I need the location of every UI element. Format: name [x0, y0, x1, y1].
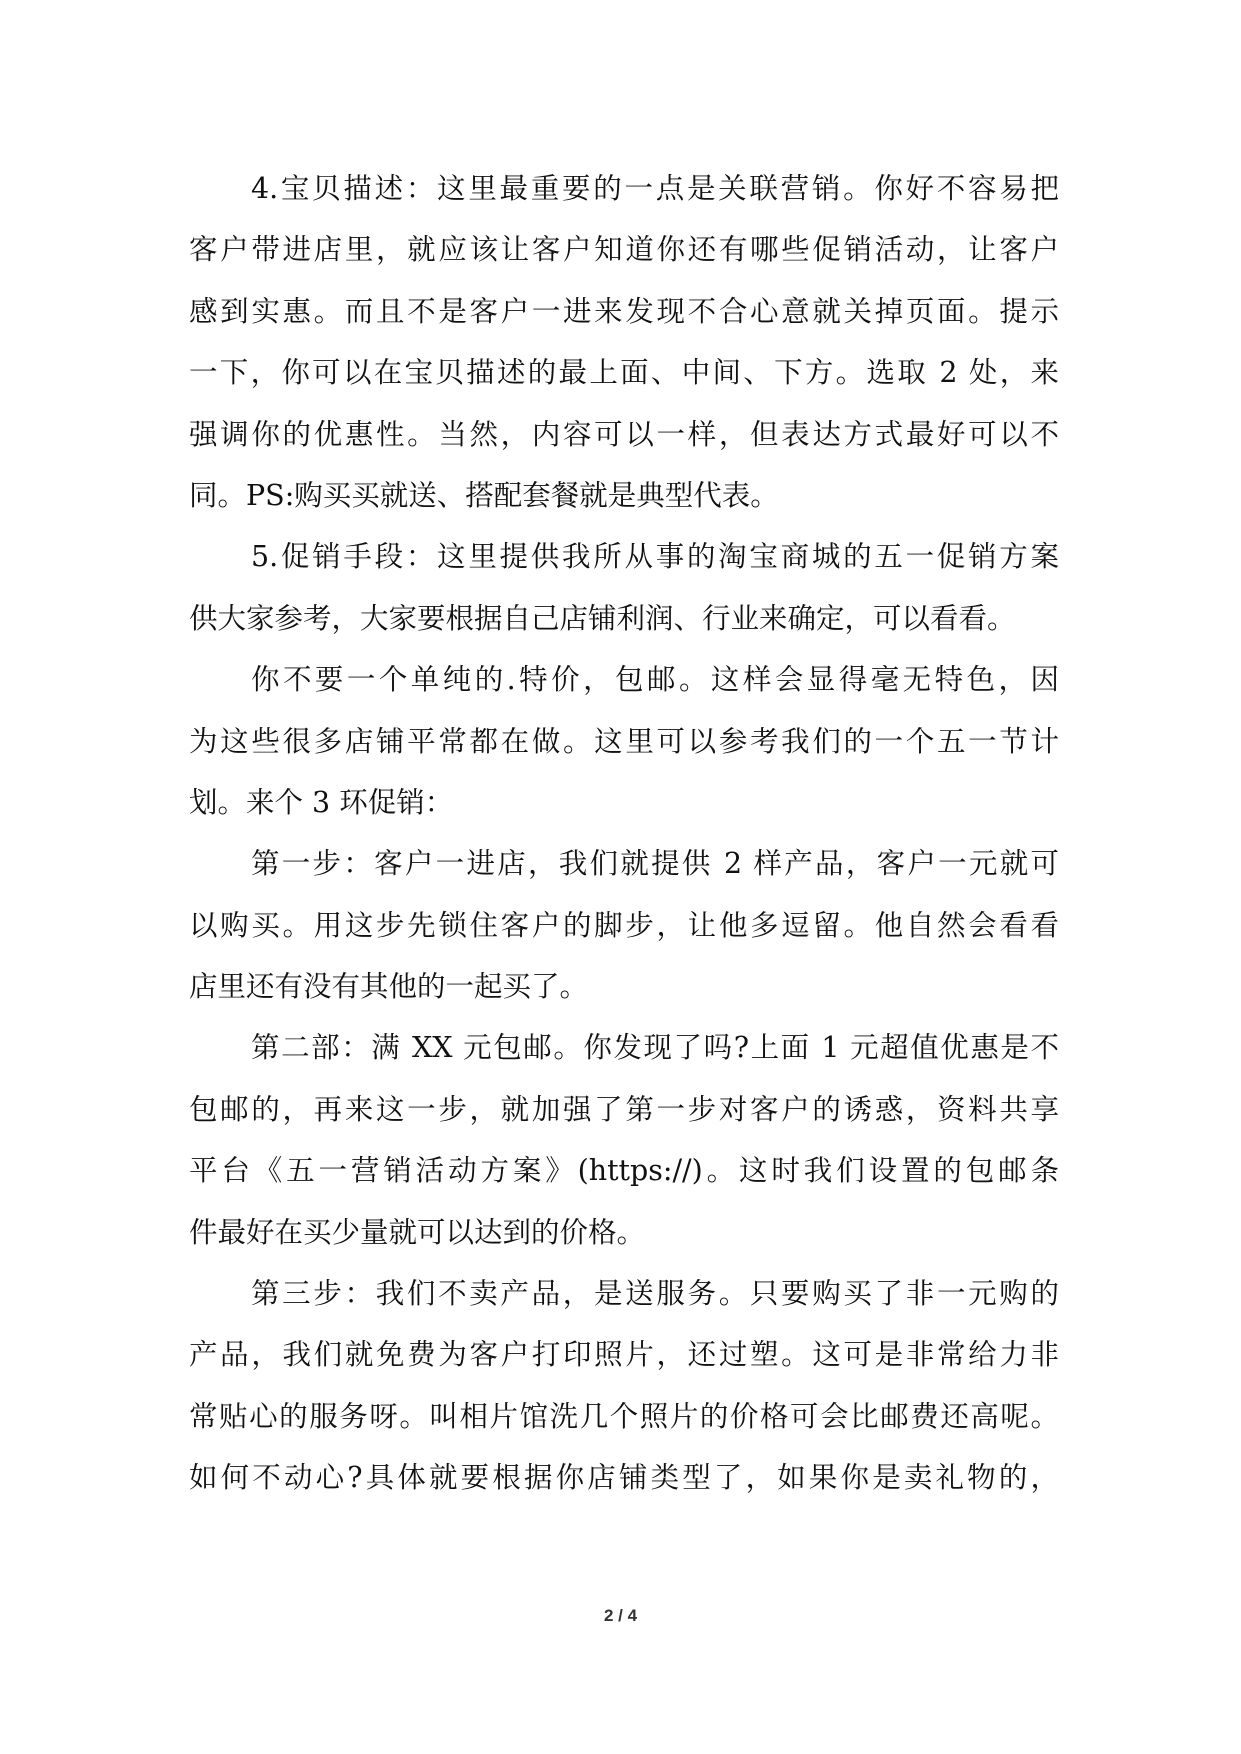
paragraph-line: 第三步：我们不卖产品，是送服务。只要购买了非一元购的 [251, 1277, 1059, 1311]
paragraph-line: 第二部：满 XX 元包邮。你发现了吗?上面 1 元超值优惠是不 [251, 1031, 1059, 1065]
paragraph-line: 件最好在买少量就可以达到的价格。 [189, 1215, 646, 1249]
paragraph-line: 店里还有没有其他的一起买了。 [189, 970, 589, 1004]
paragraph-line: 第一步：客户一进店，我们就提供 2 样产品，客户一元就可 [251, 847, 1059, 881]
body-text [189, 158, 1059, 1509]
paragraph-line: 以购买。用这步先锁住客户的脚步，让他多逗留。他自然会看看 [189, 908, 1059, 942]
paragraph-line: 强调你的优惠性。当然，内容可以一样，但表达方式最好可以不 [189, 417, 1059, 451]
paragraph-line: 客户带进店里，就应该让客户知道你还有哪些促销活动，让客户 [189, 233, 1059, 267]
paragraph-line: 常贴心的服务呀。叫相片馆洗几个照片的价格可会比邮费还高呢。 [189, 1399, 1059, 1433]
page-number: 2 / 4 [603, 1606, 638, 1625]
paragraph-line: 5.促销手段：这里提供我所从事的淘宝商城的五一促销方案 [251, 540, 1059, 574]
paragraph-line: 供大家参考，大家要根据自己店铺利润、行业来确定，可以看看。 [189, 601, 1016, 635]
paragraph-line: 包邮的，再来这一步，就加强了第一步对客户的诱惑，资料共享 [189, 1092, 1059, 1126]
paragraph-line: 平台《五一营销活动方案》(https://)。这时我们设置的包邮条 [189, 1154, 1059, 1188]
paragraph-line: 为这些很多店铺平常都在做。这里可以参考我们的一个五一节计 [189, 724, 1059, 758]
paragraph-line: 你不要一个单纯的.特价，包邮。这样会显得毫无特色，因 [251, 663, 1059, 697]
paragraph-line: 一下，你可以在宝贝描述的最上面、中间、下方。选取 2 处，来 [189, 356, 1059, 390]
paragraph-line: 同。PS:购买买就送、搭配套餐就是典型代表。 [189, 478, 779, 512]
paragraph-line: 4.宝贝描述：这里最重要的一点是关联营销。你好不容易把 [251, 172, 1059, 205]
paragraph-line: 产品，我们就免费为客户打印照片，还过塑。这可是非常给力非 [189, 1338, 1059, 1372]
paragraph-line: 划。来个 3 环促销： [189, 785, 454, 819]
paragraph-line: 感到实惠。而且不是客户一进来发现不合心意就关掉页面。提示 [189, 294, 1059, 328]
paragraph-line: 如何不动心?具体就要根据你店铺类型了，如果你是卖礼物的， [189, 1461, 1059, 1495]
